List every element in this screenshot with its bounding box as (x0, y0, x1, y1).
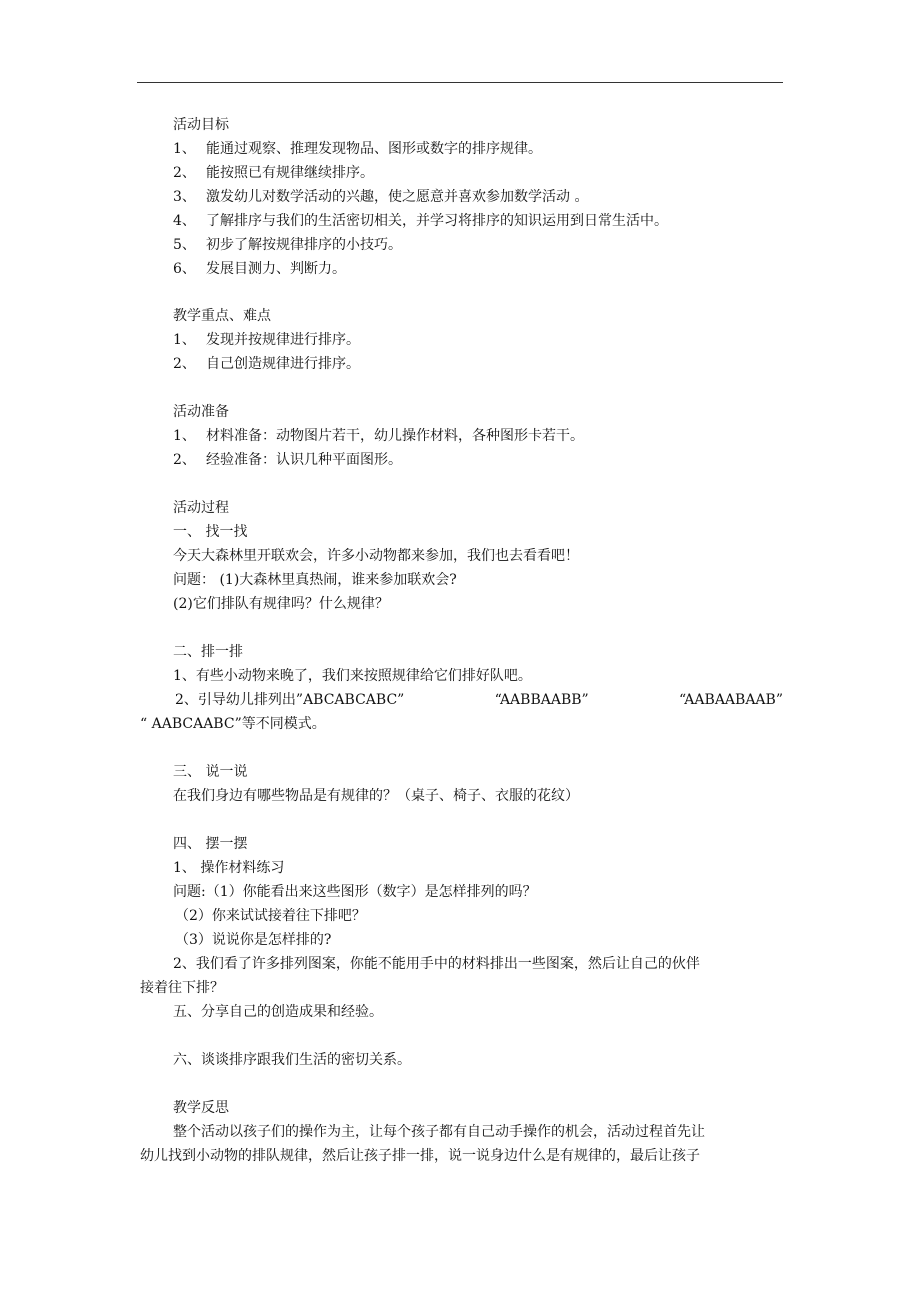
goal-item (173, 260, 346, 278)
process-heading: 活动过程 (173, 500, 229, 516)
part2-line-3: “ AABCAABC”等不同模式。 (140, 716, 326, 732)
keypoint-item (173, 355, 360, 373)
part4-question-1: 问题:（1）你能看出来这些图形（数字）是怎样排列的吗？ (173, 884, 537, 900)
reflection-line-1: 整个活动以孩子们的操作为主，让每个孩子都有自己动手操作的机会，活动过程首先让 (173, 1124, 705, 1140)
goal-text: 激发幼儿对数学活动的兴趣，使之愿意并喜欢参加数学活动 。 (206, 189, 589, 205)
keypoint-num: 2、 (173, 356, 196, 372)
goal-num: 2、 (173, 165, 196, 181)
part4-item-2: 2、我们看了许多排列图案，你能不能用手中的材料排出一些图案，然后让自己的伙伴 (173, 956, 700, 972)
keypoint-item (173, 331, 360, 349)
goal-num: 3、 (173, 189, 196, 205)
preparation-heading: 活动准备 (173, 404, 229, 420)
preparation-num: 2、 (173, 452, 196, 468)
goal-item (173, 212, 668, 230)
pattern-text-2: “AABBAABB” (494, 692, 589, 708)
part2-title: 二、排一排 (173, 644, 243, 660)
keypoints-heading: 教学重点、难点 (173, 308, 271, 324)
part1-question-2: (2)它们排队有规律吗？什么规律？ (173, 596, 389, 612)
part1-title: 一、 找一找 (173, 524, 248, 540)
keypoint-num: 1、 (173, 332, 196, 348)
part4-question-2: （2）你来试试接着往下排吧？ (175, 908, 366, 924)
goal-num: 6、 (173, 261, 196, 277)
part1-question-1: 问题： (1)大森林里真热闹，谁来参加联欢会? (173, 572, 457, 588)
goal-text: 能按照已有规律继续排序。 (206, 165, 374, 181)
preparation-text: 材料准备：动物图片若干，幼儿操作材料，各种图形卡若干。 (206, 428, 584, 444)
goal-text: 能通过观察、推理发现物品、图形或数字的排序规律。 (206, 141, 542, 157)
goal-num: 4、 (173, 213, 196, 229)
goal-num: 1、 (173, 141, 196, 157)
part1-intro: 今天大森林里开联欢会，许多小动物都来参加，我们也去看看吧！ (173, 548, 579, 564)
reflection-heading: 教学反思 (173, 1100, 229, 1116)
part4-item-2-cont: 接着往下排？ (140, 980, 224, 996)
part2-line-2 (175, 691, 783, 709)
part6-title: 六、谈谈排序跟我们生活的密切关系。 (173, 1052, 411, 1068)
keypoint-text: 发现并按规律进行排序。 (206, 332, 360, 348)
goal-item (173, 140, 542, 158)
preparation-item (173, 427, 584, 445)
part3-text: 在我们身边有哪些物品是有规律的？（桌子、椅子、衣服的花纹） (173, 788, 579, 804)
goal-num: 5、 (173, 237, 196, 253)
header-rule (137, 82, 783, 83)
preparation-item (173, 451, 402, 469)
goal-item (173, 164, 374, 182)
part3-title: 三、 说一说 (173, 764, 248, 780)
goals-heading: 活动目标 (173, 117, 229, 133)
pattern-text-3: “AABAABAAB” (678, 692, 783, 708)
part4-item-1: 1、 操作材料练习 (173, 860, 285, 876)
part2-line-1: 1、有些小动物来晚了，我们来按照规律给它们排好队吧。 (173, 668, 532, 684)
goal-item (173, 188, 588, 206)
part4-question-3: （3）说说你是怎样排的? (175, 932, 332, 948)
part4-title: 四、 摆一摆 (173, 836, 248, 852)
goal-text: 发展目测力、判断力。 (206, 261, 346, 277)
preparation-text: 经验准备：认识几种平面图形。 (206, 452, 402, 468)
part5-title: 五、分享自己的创造成果和经验。 (173, 1004, 383, 1020)
goal-text: 初步了解按规律排序的小技巧。 (206, 237, 402, 253)
reflection-line-2: 幼儿找到小动物的排队规律，然后让孩子排一排，说一说身边什么是有规律的，最后让孩子 (140, 1148, 700, 1164)
keypoint-text: 自己创造规律进行排序。 (206, 356, 360, 372)
preparation-num: 1、 (173, 428, 196, 444)
goal-item (173, 236, 402, 254)
goal-text: 了解排序与我们的生活密切相关，并学习将排序的知识运用到日常生活中。 (206, 213, 668, 229)
pattern-text-1: 2、引导幼儿排列出”ABCABCABC” (175, 692, 405, 708)
